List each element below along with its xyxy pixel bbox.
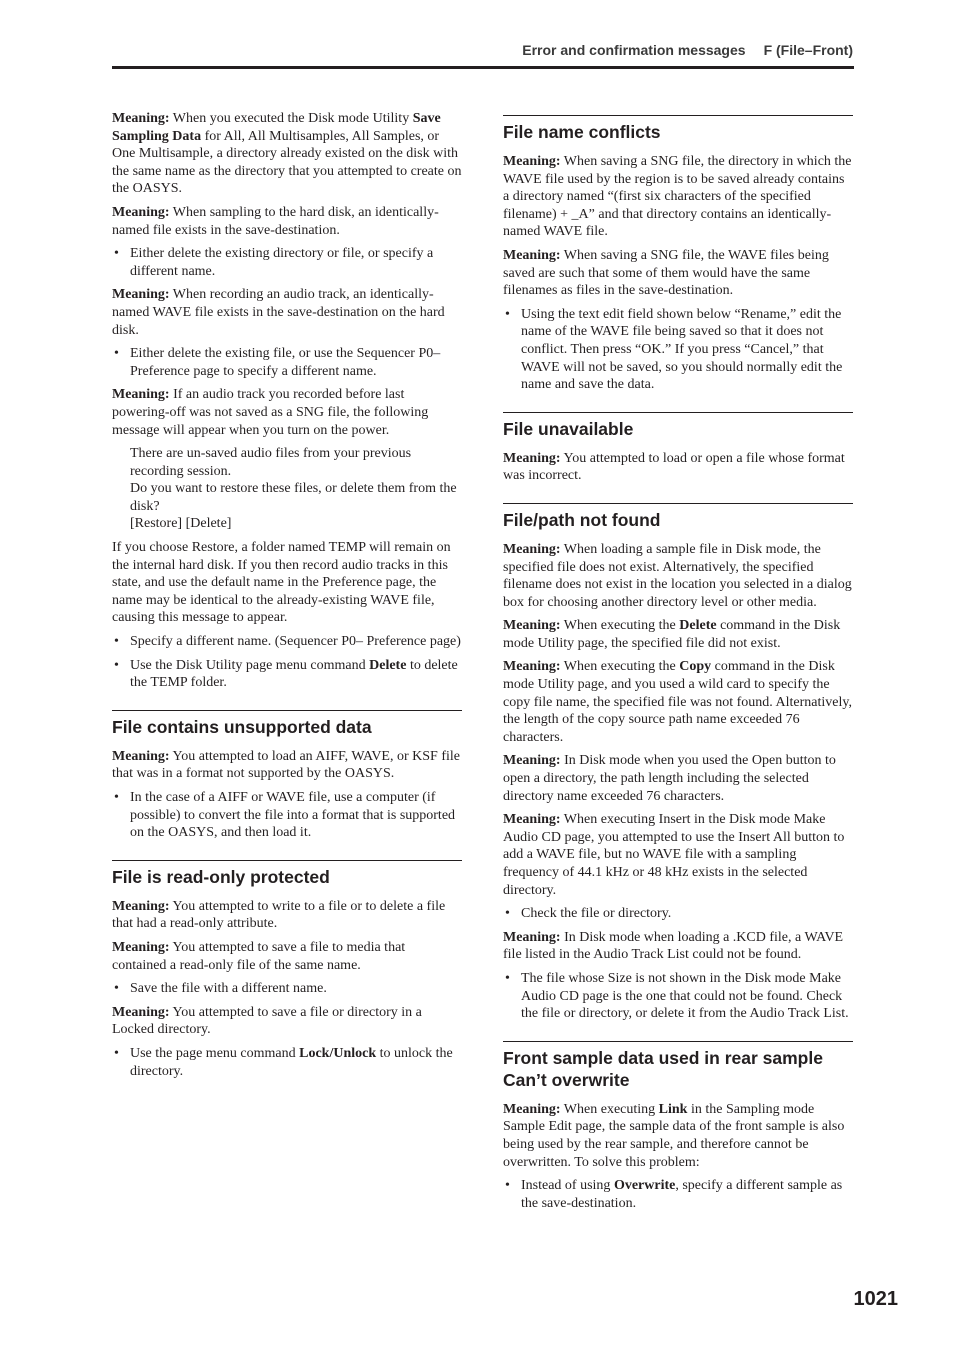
meaning-label: Meaning: — [112, 287, 170, 303]
bullet-list — [503, 306, 853, 394]
bullet-item: • Check the file or directory. — [503, 905, 853, 923]
meaning-label: Meaning: — [503, 618, 561, 634]
meaning-label: Meaning: — [503, 450, 561, 466]
meaning-label: Meaning: — [503, 541, 561, 557]
bullet-list — [503, 1177, 853, 1212]
bullet-item: • Instead of using Overwrite, specify a different sample as the save-destination. — [503, 1177, 853, 1212]
paragraph: Meaning: You attempted to save a file or directory in a Locked directory. — [112, 1004, 422, 1038]
meaning-label: Meaning: — [112, 1004, 170, 1020]
section-heading-name-conflicts: File name conflicts — [503, 115, 853, 143]
meaning-label: Meaning: — [112, 111, 170, 126]
meaning-label: Meaning: — [503, 659, 561, 675]
bullet-list — [112, 633, 462, 692]
paragraph: Meaning: When saving a SNG file, the WAVE files being saved are such that some of them would have the same filenames as files in the save-destination. — [503, 247, 829, 299]
bullet-item: • Use the Disk Utility page menu command Delete to delete the TEMP folder. — [112, 657, 462, 692]
header-section: Error and confirmation messages — [522, 42, 746, 58]
meaning-label: Meaning: — [503, 247, 561, 263]
bullet-item: • Specify a different name. (Sequencer P0– Preference page) — [112, 633, 462, 651]
bullet-list — [503, 970, 853, 1023]
bullet-list — [503, 905, 853, 923]
meaning-label: Meaning: — [112, 387, 170, 403]
bullet-item: • Use the page menu command Lock/Unlock to unlock the directory. — [112, 1045, 462, 1080]
meaning-label: Meaning: — [112, 898, 170, 914]
bullet-item: • The file whose Size is not shown in the Disk mode Make Audio CD page is the one that could not be found. Check the file or directory, or delete it from the Audio Track List. — [503, 970, 853, 1023]
page-number: 1021 — [853, 1288, 898, 1310]
section-heading-file-unavailable: File unavailable — [503, 412, 853, 440]
bullet-list — [112, 245, 462, 280]
paragraph: Meaning: When executing Link in the Sampling mode Sample Edit page, the sample data of the front sample is also being used by the rear sample, and therefore cannot be overwritten. To solve this problem: — [503, 1101, 845, 1170]
paragraph: Meaning: You attempted to write to a file or to delete a file that had a read-only attribute. — [112, 898, 446, 932]
section-heading-front-sample: Front sample data used in rear sample Can’t overwrite — [503, 1041, 853, 1091]
paragraph: Meaning: When sampling to the hard disk, an identically-named file exists in the save-destination. — [112, 204, 439, 238]
paragraph: Meaning: You attempted to load an AIFF, WAVE, or KSF file that was in a format not supported by the OASYS. — [112, 748, 460, 782]
paragraph: Meaning: When executing Insert in the Disk mode Make Audio CD page, you attempted to use the Insert All button to add a WAVE file, but no WAVE file with a sampling frequency of 44.1 kHz or 48 kHz exists in the selected directory. — [503, 812, 845, 898]
message-quote: There are un-saved audio files from your previous recording session. Do you want to restore these files, or delete them from the disk? [Restore] [Delete] — [130, 446, 457, 532]
paragraph: Meaning: In Disk mode when loading a .KCD file, a WAVE file listed in the Audio Track List could not be found. — [503, 929, 844, 963]
paragraph: Meaning: In Disk mode when you used the Open button to open a directory, the path length including the selected directory name exceeded 76 characters. — [503, 753, 836, 804]
paragraph: Meaning: When saving a SNG file, the directory in which the WAVE file used by the region is to be saved already contains a directory named “(first six characters of the specified filename) + _A” and that directory contains an identically-named WAVE file. — [503, 154, 852, 240]
bullet-list — [112, 345, 462, 380]
bullet-list — [112, 789, 462, 842]
paragraph: Meaning: When executing the Copy command in the Disk mode Utility page, and you used a wild card to specify the copy file name, the specified file was not found. Alternatively, the length of the copy source path name exceeded 76 characters. — [503, 659, 852, 745]
paragraph: If you choose Restore, a folder named TEMP will remain on the internal hard disk. If you then record audio tracks in this state, and use the default name in the Preference page, the name may be identical to the already-existing WAVE file, causing this message to appear. — [112, 540, 451, 626]
left-column — [112, 110, 462, 1086]
bullet-item: • Using the text edit field shown below “Rename,” edit the name of the WAVE file being saved so that it does not conflict. Then press “OK.” If you press “Cancel,” that WAVE will not be saved, so you should normally edit the name and save the data. — [503, 306, 853, 394]
meaning-label: Meaning: — [503, 929, 561, 945]
paragraph: Meaning: You attempted to load or open a file whose format was incorrect. — [503, 450, 845, 484]
bullet-list — [112, 980, 462, 998]
paragraph: Meaning: When recording an audio track, an identically-named WAVE file exists in the save-destination on the hard disk. — [112, 287, 445, 338]
section-heading-unsupported-data: File contains unsupported data — [112, 710, 462, 738]
bullet-item: • Either delete the existing directory or file, or specify a different name. — [112, 245, 462, 280]
meaning-label: Meaning: — [503, 154, 561, 169]
meaning-label: Meaning: — [112, 204, 170, 220]
bullet-item: • Either delete the existing file, or use the Sequencer P0– Preference page to specify a different name. — [112, 345, 462, 380]
meaning-label: Meaning: — [112, 939, 170, 955]
header-rule — [112, 66, 854, 69]
paragraph: Meaning: You attempted to save a file to media that contained a read-only file of the same name. — [112, 939, 406, 973]
bullet-list — [112, 1045, 462, 1080]
right-column — [503, 115, 853, 1218]
header-range: F (File–Front) — [763, 42, 853, 58]
running-header — [522, 42, 853, 58]
paragraph: Meaning: If an audio track you recorded before last powering-off was not saved as a SNG file, the following message will appear when you turn on the power. — [112, 387, 429, 438]
bullet-item: • Save the file with a different name. — [112, 980, 462, 998]
section-heading-read-only: File is read-only protected — [112, 860, 462, 888]
paragraph: Meaning: When executing the Delete command in the Disk mode Utility page, the specified file did not exist. — [503, 618, 841, 651]
meaning-label: Meaning: — [112, 748, 170, 764]
paragraph: Meaning: When loading a sample file in Disk mode, the specified file does not exist. Alternatively, the specified filename does not exist in the location you selected in a dialog box for choosing another directory level or other media. — [503, 541, 852, 610]
section-heading-path-not-found: File/path not found — [503, 503, 853, 531]
meaning-label: Meaning: — [503, 812, 561, 828]
meaning-label: Meaning: — [503, 1101, 561, 1117]
meaning-label: Meaning: — [503, 753, 561, 769]
bullet-item: • In the case of a AIFF or WAVE file, use a computer (if possible) to convert the file into a format that is supported on the OASYS, and then load it. — [112, 789, 462, 842]
paragraph: Meaning: When you executed the Disk mode Utility Save Sampling Data for All, All Multisamples, All Samples, or One Multisample, a directory already existed on the disk with the same name as the directory that you attempted to create on the OASYS. — [112, 111, 462, 197]
